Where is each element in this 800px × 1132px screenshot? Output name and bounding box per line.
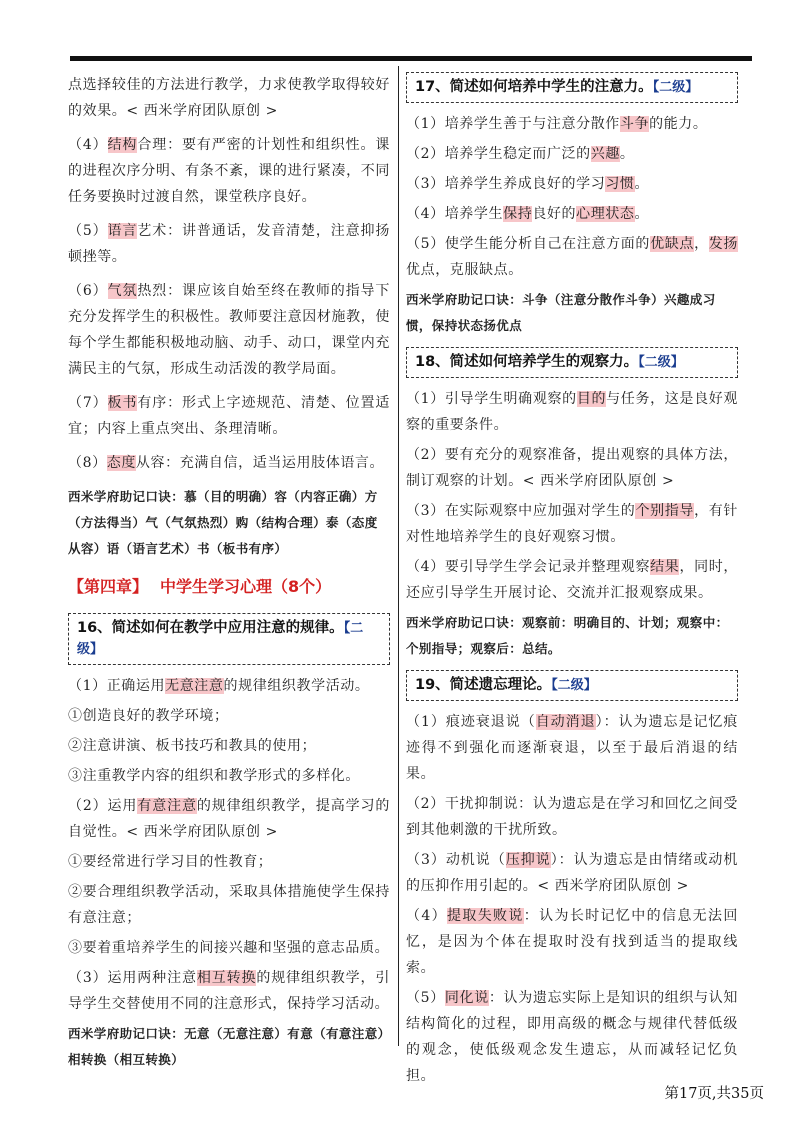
text-segment: 热烈：课应该自始至终在教师的指导下充分发挥学生的积极性。教师要注意因材施教，使每个学生都能积极地动脑、动手、动口，课堂内充满民主的气氛，形成生动活泼的教学局面。 (68, 283, 390, 377)
chapter-heading (68, 574, 390, 597)
paragraph (406, 171, 738, 197)
text-segment: （6） (68, 283, 108, 299)
top-rule (70, 56, 752, 61)
question-heading (406, 670, 738, 701)
left-column (68, 72, 390, 1081)
paragraph (406, 903, 738, 981)
text-segment: 的规律组织教学，提高学习的自觉性。< 西米学府团队原创 > (68, 798, 390, 840)
text-segment: （1）培养学生善于与注意分散作 (406, 116, 620, 132)
mnemonic-label: 西米学府助记口诀： (406, 292, 523, 307)
question-heading (68, 613, 390, 665)
question-heading (406, 347, 738, 378)
text-segment: ，有针对性地培养学生的良好观察习惯。 (406, 503, 738, 545)
paragraph (406, 386, 738, 438)
text-segment: 的能力。 (649, 116, 708, 132)
mnemonic-label: 西米学府助记口诀： (406, 615, 523, 630)
text-segment: （1）引导学生明确观察的 (406, 391, 577, 407)
mnemonic-text: 无意（无意注意）有意（有意注意）相转换（相互转换） (68, 1026, 385, 1067)
text-segment: ：认为遗忘实际上是知识的组织与认知结构简化的过程，即用高级的概念与规律代替低级的观念，使低级观念发生遗忘，从而减轻记忆负担。 (406, 990, 738, 1084)
mnemonic-text: 观察前：明确目的、计划；观察中：个别指导；观察后：总结。 (406, 615, 729, 656)
text-segment: ，同时，还应引导学生开展讨论、交流并汇报观察成果。 (406, 559, 739, 601)
text-segment: （3）培养学生养成良好的学习 (406, 176, 606, 192)
paragraph (68, 793, 390, 845)
mnemonic (68, 1021, 390, 1073)
text-segment: 有序：形式上字迹规范、清楚、位置适宜；内容上重点突出、条理清晰。 (68, 395, 390, 437)
text-segment: （2）培养学生稳定而广泛的 (406, 146, 591, 162)
highlight: 结果 (650, 559, 680, 575)
paragraph (68, 965, 390, 1017)
paragraph (406, 709, 738, 787)
text-segment: ：认为长时记忆中的信息无法回忆，是因为个体在提取时没有找到适当的提取线索。 (406, 908, 738, 976)
text-segment: （3）运用两种注意 (68, 970, 197, 986)
text-segment: （5） (406, 990, 445, 1006)
paragraph: ②注意讲演、板书技巧和教具的使用； (68, 738, 317, 754)
paragraph (68, 218, 390, 270)
highlight: 保持 (503, 206, 533, 222)
paragraph: ③要着重培养学生的间接兴趣和坚强的意志品质。 (68, 940, 390, 956)
highlight: 提取失败说 (446, 908, 524, 924)
mnemonic-text: 斗争（注意分散作斗争）兴趣成习惯，保持状态扬优点 (406, 292, 716, 333)
paragraph (406, 201, 738, 227)
highlight: 心理状态 (576, 206, 635, 222)
paragraph (68, 390, 390, 442)
paragraph (406, 231, 738, 283)
highlight: 语言 (107, 223, 138, 239)
highlight: 发扬 (708, 236, 739, 252)
level-badge: 【二级】 (551, 678, 597, 693)
text-segment: （5）使学生能分析自己在注意方面的 (406, 236, 651, 252)
text-segment: 的规律组织教学活动。 (223, 678, 370, 694)
mnemonic-label: 西米学府助记口诀： (68, 1026, 185, 1041)
text-segment: 。 (634, 176, 650, 192)
paragraph (406, 554, 738, 606)
text-segment: （3）在实际观察中应加强对学生的 (406, 503, 636, 519)
text-segment: 。 (634, 206, 650, 222)
text-segment: ）：认为遗忘是由情绪或动机的压抑作用引起的。< 西米学府团队原创 > (406, 852, 738, 894)
paragraph (406, 111, 738, 137)
mnemonic-text: 慕（目的明确）容（内容正确）方（方法得当）气（气氛热烈）购（结构合理）泰（态度从容）语（语言艺术）书（板书有序） (68, 489, 378, 556)
highlight: 态度 (106, 455, 136, 471)
right-column (406, 72, 738, 1093)
text-segment: （3）动机说（ (406, 852, 506, 868)
text-segment: （4） (406, 908, 447, 924)
text-segment: 良好的 (532, 206, 577, 222)
highlight: 目的 (576, 391, 607, 407)
text-segment: 优点，克服缺点。 (406, 262, 523, 278)
highlight: 个别指导 (635, 503, 695, 519)
highlight: 无意注意 (165, 678, 224, 694)
paragraph (68, 673, 390, 699)
mnemonic (406, 287, 738, 339)
highlight: 习惯 (605, 176, 635, 192)
question-title: 17、简述如何培养中学生的注意力。 (415, 79, 653, 95)
highlight: 兴趣 (590, 146, 620, 162)
question-title: 18、简述如何培养学生的观察力。 (415, 354, 639, 370)
question-title: 19、简述遗忘理论。 (415, 677, 552, 693)
mnemonic-label: 西米学府助记口诀： (68, 489, 185, 504)
paragraph: （2）干扰抑制说：认为遗忘是在学习和回忆之间受到其他刺激的干扰所致。 (406, 796, 738, 838)
highlight: 气氛 (107, 283, 138, 299)
text-segment: 从容：充满自信，适当运用肢体语言。 (135, 455, 385, 471)
mnemonic (406, 610, 738, 662)
level-badge: 【二级】 (638, 355, 684, 370)
text-segment: （2）运用 (68, 798, 138, 814)
question-title: 16、简述如何在教学中应用注意的规律。 (77, 620, 344, 636)
highlight: 斗争 (619, 116, 650, 132)
paragraph (406, 985, 738, 1089)
chapter-tag: 【第四章】 (68, 577, 149, 596)
text-segment: （1）正确运用 (68, 678, 166, 694)
text-segment: 的规律组织教学，引导学生交替使用不同的注意形式，保持学习活动。 (68, 970, 390, 1012)
text-segment: （5） (68, 223, 108, 239)
highlight: 板书 (107, 395, 138, 411)
highlight: 相互转换 (196, 970, 257, 986)
highlight: 有意注意 (137, 798, 197, 814)
text-segment: ， (694, 236, 709, 252)
paragraph: （2）要有充分的观察准备，提出观察的具体方法，制订观察的计划。< 西米学府团队原创 > (406, 447, 738, 489)
text-segment: （4） (68, 137, 108, 153)
paragraph: 点选择较佳的方法进行教学，力求使教学取得较好的效果。< 西米学府团队原创 > (68, 77, 390, 119)
paragraph (406, 141, 738, 167)
text-segment: 。 (619, 146, 635, 162)
text-segment: （7） (68, 395, 108, 411)
text-segment: 艺术：讲普通话，发音清楚，注意抑扬顿挫等。 (68, 223, 390, 265)
highlight: 压抑说 (505, 852, 551, 868)
level-badge: 【二级】 (652, 80, 699, 95)
highlight: 结构 (107, 137, 138, 153)
text-segment: （8） (68, 455, 107, 471)
paragraph: ③注重教学内容的组织和教学形式的多样化。 (68, 768, 360, 784)
paragraph (68, 450, 390, 476)
text-segment: （4）要引导学生学会记录并整理观察 (406, 559, 651, 575)
column-divider (398, 66, 399, 1046)
highlight: 自动消退 (535, 714, 596, 730)
chapter-title: 中学生学习心理（8个） (160, 577, 332, 596)
highlight: 同化说 (444, 990, 489, 1006)
paragraph: ①创造良好的教学环境； (68, 708, 229, 724)
page-number: 第17页,共35页 (664, 1086, 764, 1102)
highlight: 优缺点 (650, 236, 695, 252)
text-segment: 合理：要有严密的计划性和组织性。课的进程次序分明、有条不紊，课的进行紧凑，不同任务要换时过渡自然，课堂秩序良好。 (68, 137, 390, 205)
paragraph (68, 132, 390, 210)
mnemonic (68, 484, 390, 562)
text-segment: 与任务，这是良好观察的重要条件。 (406, 391, 739, 433)
paragraph: ②要合理组织教学活动，采取具体措施使学生保持有意注意； (68, 884, 390, 926)
text-segment: （4）培养学生 (406, 206, 504, 222)
paragraph: ①要经常进行学习目的性教育； (68, 854, 273, 870)
question-heading (406, 72, 738, 103)
text-segment: ）：认为遗忘是记忆痕迹得不到强化而逐渐衰退，以至于最后消退的结果。 (406, 714, 738, 782)
level-badge: 【二级】 (77, 621, 364, 657)
paragraph (406, 498, 738, 550)
text-segment: （1）痕迹衰退说（ (406, 714, 536, 730)
paragraph (68, 278, 390, 382)
paragraph (406, 847, 738, 899)
